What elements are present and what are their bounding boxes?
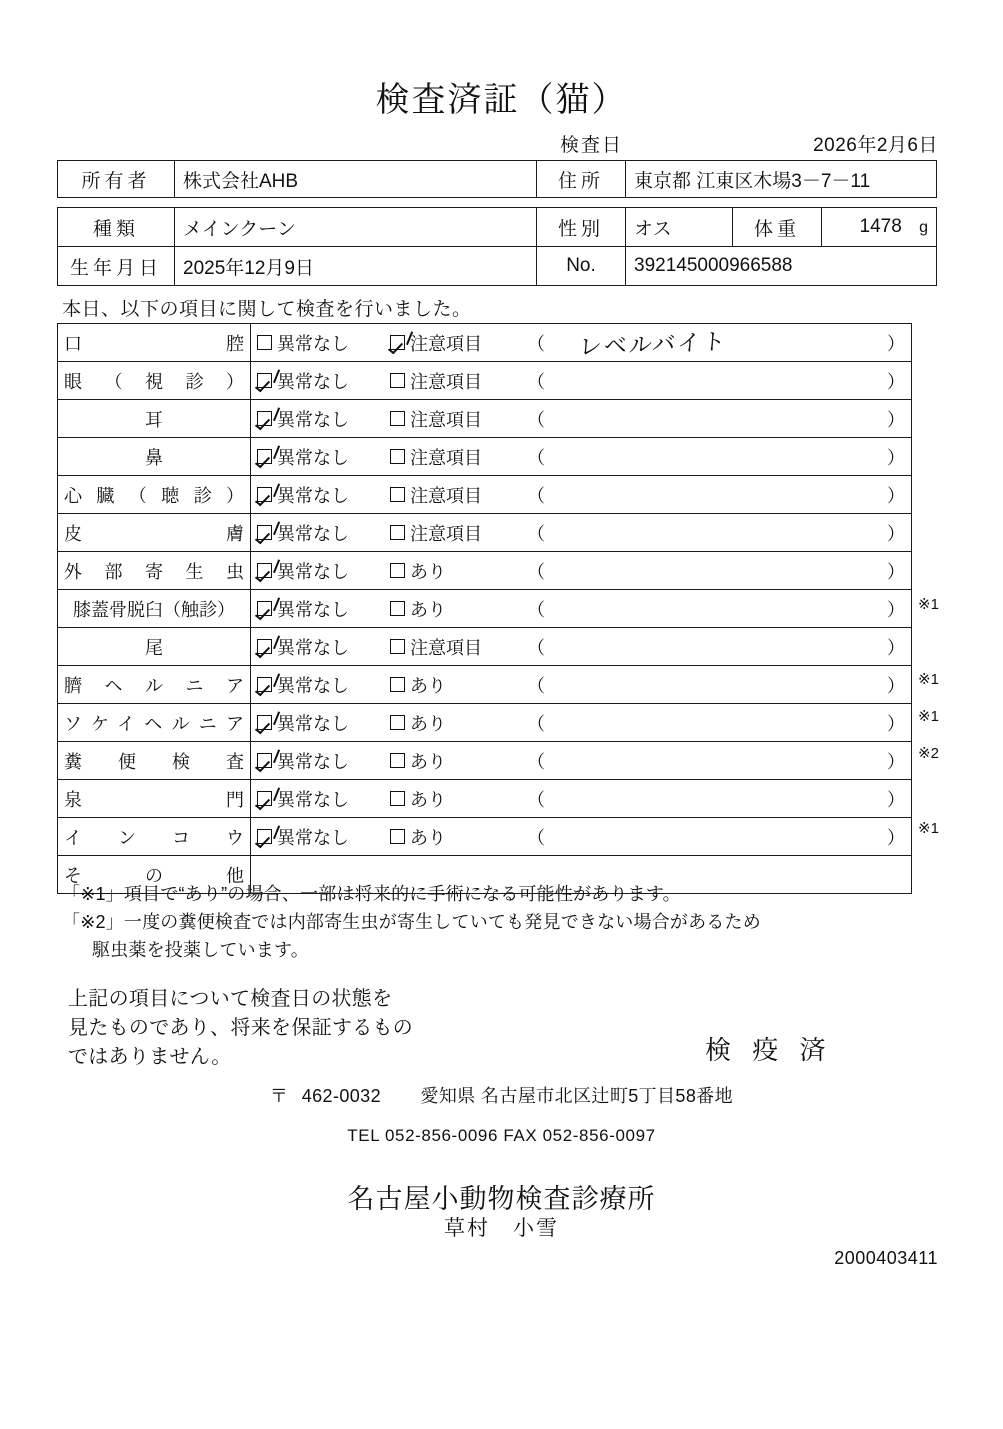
exam-option-flagged[interactable]	[390, 596, 525, 622]
exam-item-options	[251, 362, 912, 400]
table-row	[58, 780, 912, 818]
paren-close: ）	[887, 561, 905, 582]
paren-open: （	[527, 371, 545, 392]
microchip-no-value: 392145000966588	[626, 247, 937, 286]
table-row	[58, 400, 912, 438]
paren-open: （	[527, 713, 545, 734]
paren-open: （	[527, 333, 545, 354]
quarantine-stamp: 検 疫 済	[705, 1035, 833, 1065]
address-label: 住所	[537, 161, 626, 198]
exam-option-normal[interactable]	[257, 330, 390, 356]
exam-item-options	[251, 628, 912, 666]
paren-close: ）	[887, 333, 905, 354]
option-label: あり	[410, 599, 446, 620]
option-label: 異常なし	[277, 827, 349, 848]
option-label: あり	[410, 789, 446, 810]
table-row	[58, 362, 912, 400]
paren-open: （	[527, 447, 545, 468]
paren-close: ）	[887, 713, 905, 734]
exam-option-flagged[interactable]	[390, 558, 525, 584]
option-label: 異常なし	[277, 447, 349, 468]
checkbox-icon[interactable]	[390, 715, 405, 730]
paren-open: （	[527, 827, 545, 848]
checkbox-icon[interactable]	[390, 449, 405, 464]
checkbox-icon[interactable]	[390, 563, 405, 578]
exam-option-normal[interactable]	[257, 558, 390, 584]
exam-item-label: ソケイヘルニア	[58, 704, 251, 742]
paren-close: ）	[887, 523, 905, 544]
checkbox-checked-icon[interactable]	[257, 487, 272, 502]
paren-open: （	[527, 599, 545, 620]
option-label: 異常なし	[277, 485, 349, 506]
owner-value: 株式会社AHB	[175, 161, 537, 198]
exam-option-normal[interactable]	[257, 672, 390, 698]
table-row	[58, 514, 912, 552]
table-row	[58, 628, 912, 666]
checkbox-icon[interactable]	[390, 753, 405, 768]
exam-item-options	[251, 704, 912, 742]
paren-close: ）	[887, 637, 905, 658]
exam-item-options	[251, 400, 912, 438]
option-label: 異常なし	[277, 675, 349, 696]
checkbox-checked-icon[interactable]	[257, 791, 272, 806]
animal-info-table	[57, 207, 937, 286]
veterinarian-name: 草村 小雪	[444, 1217, 559, 1240]
handwritten-note: レベルバイト	[578, 329, 729, 361]
paren-close: ）	[887, 789, 905, 810]
exam-option-flagged[interactable]	[390, 672, 525, 698]
weight-label: 体重	[733, 208, 822, 247]
clinic-address-text: 愛知県 名古屋市北区辻町5丁目58番地	[420, 1086, 734, 1106]
note-marker: ※1	[918, 820, 939, 838]
option-label: あり	[410, 827, 446, 848]
exam-item-label: 外部寄生虫	[58, 552, 251, 590]
checkbox-checked-icon[interactable]	[257, 753, 272, 768]
option-label: 注意項目	[410, 637, 482, 658]
footnote-3: 駆虫薬を投薬しています。	[92, 940, 309, 960]
checkbox-icon[interactable]	[390, 829, 405, 844]
paren-close: ）	[887, 409, 905, 430]
checkbox-checked-icon[interactable]	[257, 677, 272, 692]
table-row	[58, 438, 912, 476]
table-row	[58, 704, 912, 742]
option-label: 異常なし	[277, 789, 349, 810]
weight-unit: g	[919, 219, 928, 236]
option-label: 注意項目	[410, 485, 482, 506]
exam-item-options	[251, 324, 912, 362]
weight-cell	[822, 208, 937, 247]
option-label: 注意項目	[410, 447, 482, 468]
exam-option-flagged[interactable]	[390, 634, 525, 660]
exam-item-options	[251, 514, 912, 552]
table-row	[58, 161, 937, 198]
checkbox-checked-icon[interactable]	[257, 525, 272, 540]
exam-item-label: 心臓（聴診）	[58, 476, 251, 514]
option-label: あり	[410, 713, 446, 734]
table-row	[58, 666, 912, 704]
checkbox-icon[interactable]	[390, 525, 405, 540]
exam-option-flagged[interactable]	[390, 368, 525, 394]
exam-option-flagged[interactable]	[390, 748, 525, 774]
table-row	[58, 742, 912, 780]
exam-note-field[interactable]	[545, 326, 911, 359]
exam-option-normal[interactable]	[257, 444, 390, 470]
table-row	[58, 818, 912, 856]
checkbox-checked-icon[interactable]	[257, 411, 272, 426]
paren-close: ）	[887, 751, 905, 772]
birth-value: 2025年12月9日	[175, 247, 537, 286]
exam-item-label: 口 腔	[58, 324, 251, 362]
exam-item-label: 耳	[58, 400, 251, 438]
exam-option-flagged[interactable]	[390, 330, 525, 356]
sex-label: 性別	[537, 208, 626, 247]
exam-item-options	[251, 780, 912, 818]
option-label: 注意項目	[410, 371, 482, 392]
paren-close: ）	[887, 599, 905, 620]
exam-item-label: 膝蓋骨脱臼（触診）	[58, 590, 251, 628]
exam-option-normal[interactable]	[257, 710, 390, 736]
exam-option-flagged[interactable]	[390, 710, 525, 736]
microchip-no-label: No.	[537, 247, 626, 286]
clinic-tel-fax: TEL 052-856-0096 FAX 052-856-0097	[347, 1126, 656, 1145]
paren-open: （	[527, 561, 545, 582]
option-label: 異常なし	[277, 751, 349, 772]
option-label: あり	[410, 561, 446, 582]
checkbox-checked-icon[interactable]	[257, 373, 272, 388]
exam-item-label: 糞便検査	[58, 742, 251, 780]
table-row	[58, 324, 912, 362]
exam-option-normal[interactable]	[257, 786, 390, 812]
exam-item-label: 泉 門	[58, 780, 251, 818]
exam-date-row	[560, 130, 938, 157]
exam-item-label: インコウ	[58, 818, 251, 856]
option-label: 異常なし	[277, 637, 349, 658]
checkbox-icon[interactable]	[390, 601, 405, 616]
exam-option-normal[interactable]	[257, 824, 390, 850]
checkbox-checked-icon[interactable]	[257, 449, 272, 464]
paren-close: ）	[887, 485, 905, 506]
option-label: 異常なし	[277, 409, 349, 430]
paren-open: （	[527, 675, 545, 696]
checkbox-icon[interactable]	[390, 411, 405, 426]
exam-statement: 本日、以下の項目に関して検査を行いました。	[62, 299, 472, 320]
breed-value: メインクーン	[175, 208, 537, 247]
paren-open: （	[527, 751, 545, 772]
paren-open: （	[527, 637, 545, 658]
option-label: 注意項目	[410, 409, 482, 430]
paren-close: ）	[887, 675, 905, 696]
exam-item-options	[251, 666, 912, 704]
breed-label: 種類	[58, 208, 175, 247]
paren-open: （	[527, 409, 545, 430]
owner-label: 所有者	[58, 161, 175, 198]
clinic-address	[0, 1082, 1003, 1108]
exam-option-normal[interactable]	[257, 368, 390, 394]
address-value: 東京都 江東区木場3－7－11	[626, 161, 937, 198]
option-label: 異常なし	[277, 371, 349, 392]
postal-mark-icon: 〒	[269, 1086, 289, 1106]
exam-item-options	[251, 818, 912, 856]
postal-code: 462-0032	[301, 1086, 382, 1106]
disclaimer-line-1: 上記の項目について検査日の状態を	[68, 988, 393, 1010]
exam-option-flagged[interactable]	[390, 786, 525, 812]
option-label: あり	[410, 751, 446, 772]
option-label: あり	[410, 675, 446, 696]
exam-item-label: 尾	[58, 628, 251, 666]
exam-item-options	[251, 590, 912, 628]
exam-item-label: そ の 他	[58, 856, 251, 894]
note-marker: ※1	[918, 670, 939, 688]
option-label: 注意項目	[410, 523, 482, 544]
option-label: 異常なし	[277, 523, 349, 544]
checkbox-icon[interactable]	[390, 677, 405, 692]
table-row	[58, 590, 912, 628]
owner-table	[57, 160, 937, 198]
checkbox-icon[interactable]	[390, 373, 405, 388]
checkbox-icon[interactable]	[257, 335, 272, 350]
checkbox-checked-icon[interactable]	[257, 715, 272, 730]
paren-close: ）	[887, 371, 905, 392]
exam-date-value: 2026年2月6日	[813, 135, 938, 156]
disclaimer	[68, 985, 413, 1072]
document-number: 2000403411	[834, 1248, 938, 1268]
checkbox-checked-icon[interactable]	[257, 639, 272, 654]
option-label: 注意項目	[410, 333, 482, 354]
exam-option-normal[interactable]	[257, 520, 390, 546]
table-row	[58, 247, 937, 286]
paren-open: （	[527, 485, 545, 506]
exam-option-flagged[interactable]	[390, 482, 525, 508]
exam-item-label: 皮 膚	[58, 514, 251, 552]
exam-item-options	[251, 438, 912, 476]
exam-option-flagged[interactable]	[390, 406, 525, 432]
paren-open: （	[527, 789, 545, 810]
exam-item-options	[251, 476, 912, 514]
checkbox-checked-icon[interactable]	[257, 563, 272, 578]
option-label: 異常なし	[277, 599, 349, 620]
exam-option-flagged[interactable]	[390, 824, 525, 850]
footnote-1: 「※1」項目で“あり”の場合、一部は将来的に手術になる可能性があります。	[62, 884, 681, 904]
checkbox-checked-icon[interactable]	[390, 335, 405, 350]
page-title: 検査済証（猫）	[375, 81, 628, 119]
checkbox-checked-icon[interactable]	[257, 829, 272, 844]
footnotes	[62, 880, 761, 964]
exam-item-label: 鼻	[58, 438, 251, 476]
exam-option-normal[interactable]	[257, 634, 390, 660]
footnote-2: 「※2」一度の糞便検査では内部寄生虫が寄生していても発見できない場合があるため	[62, 912, 761, 932]
note-marker: ※2	[918, 745, 939, 763]
paren-close: ）	[887, 447, 905, 468]
exam-option-normal[interactable]	[257, 748, 390, 774]
exam-option-flagged[interactable]	[390, 444, 525, 470]
option-label: 異常なし	[277, 333, 349, 354]
weight-value: 1478	[859, 216, 902, 237]
table-row	[58, 476, 912, 514]
checkbox-checked-icon[interactable]	[257, 601, 272, 616]
exam-item-options	[251, 552, 912, 590]
exam-option-flagged[interactable]	[390, 520, 525, 546]
table-row	[58, 552, 912, 590]
exam-option-normal[interactable]	[257, 406, 390, 432]
paren-open: （	[527, 523, 545, 544]
disclaimer-line-2: 見たものであり、将来を保証するもの	[68, 1017, 414, 1039]
table-row	[58, 208, 937, 247]
exam-option-normal[interactable]	[257, 482, 390, 508]
birth-label: 生年月日	[58, 247, 175, 286]
note-marker: ※1	[918, 708, 939, 725]
option-label: 異常なし	[277, 561, 349, 582]
checkbox-icon[interactable]	[390, 487, 405, 502]
option-label: 異常なし	[277, 713, 349, 734]
checkbox-icon[interactable]	[390, 639, 405, 654]
paren-close: ）	[887, 827, 905, 848]
checkbox-icon[interactable]	[390, 791, 405, 806]
exam-date-label: 検査日	[560, 135, 624, 156]
exam-item-options	[251, 742, 912, 780]
exam-item-label: 臍ヘルニア	[58, 666, 251, 704]
note-marker: ※1	[918, 595, 939, 613]
sex-value: オス	[626, 208, 733, 247]
exam-items-table	[57, 323, 912, 894]
disclaimer-line-3: ではありません。	[68, 1046, 232, 1068]
clinic-name: 名古屋小動物検査診療所	[347, 1184, 656, 1214]
exam-option-normal[interactable]	[257, 596, 390, 622]
exam-item-label: 眼（視診）	[58, 362, 251, 400]
